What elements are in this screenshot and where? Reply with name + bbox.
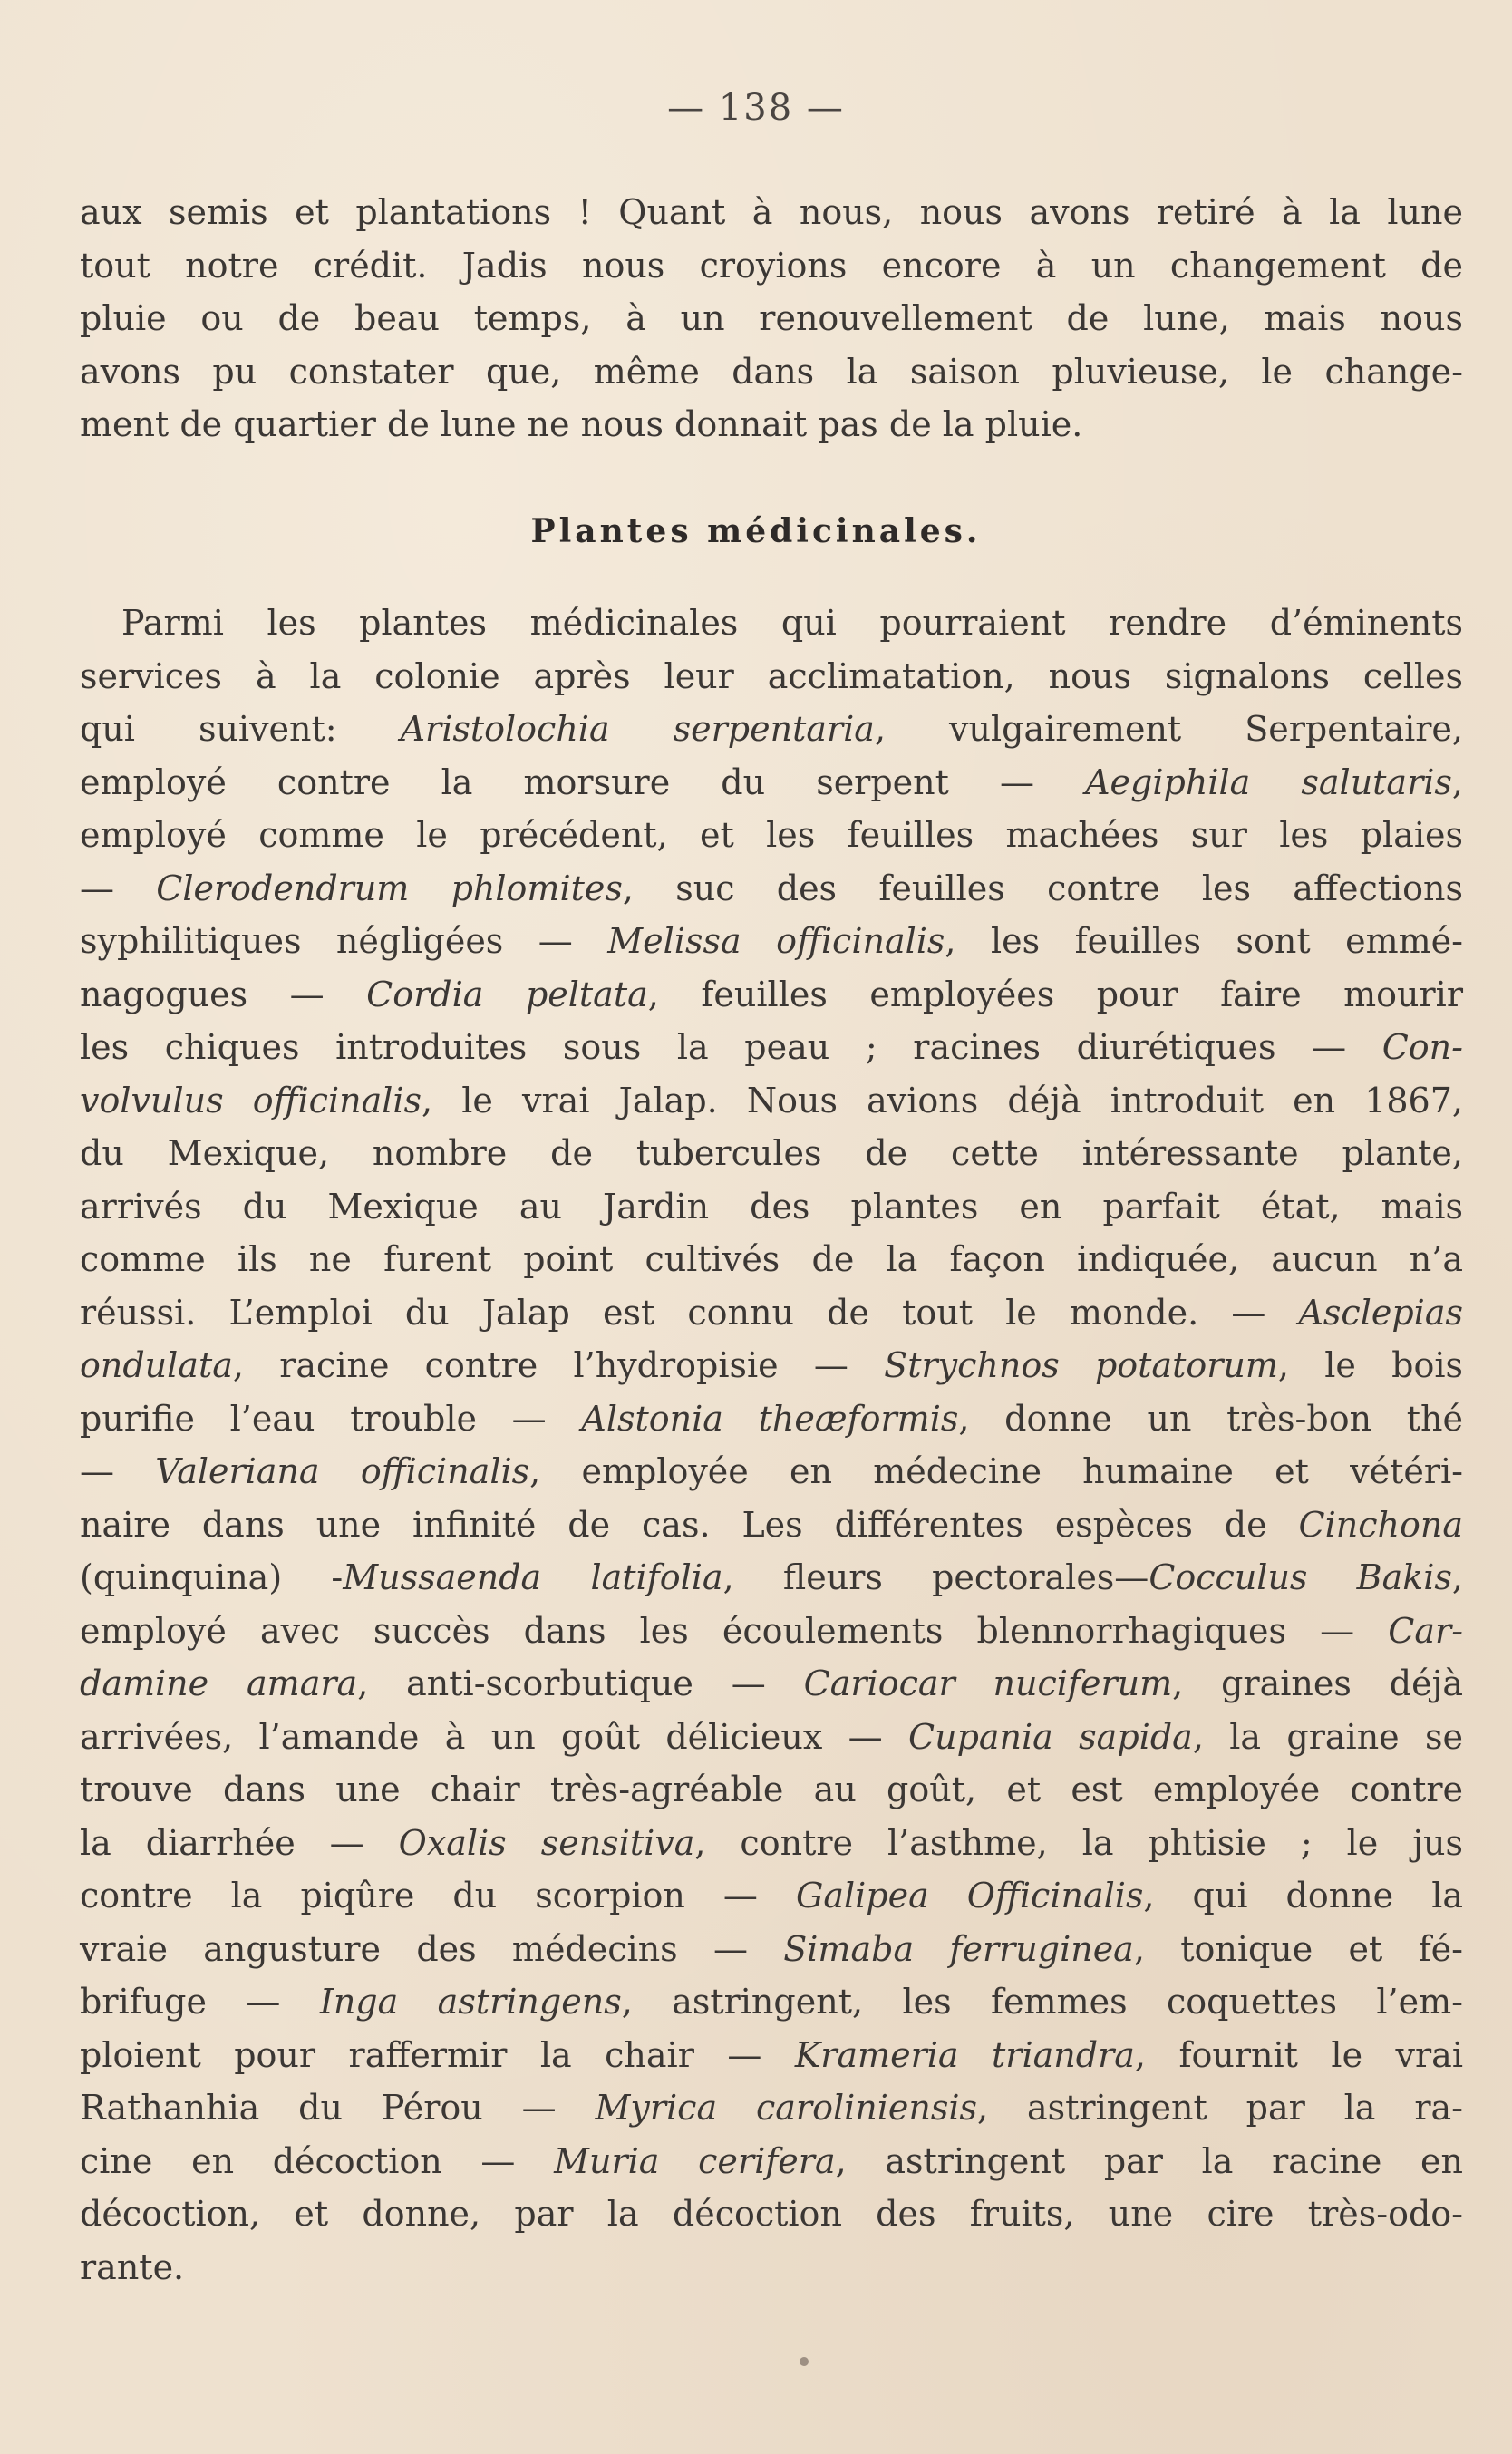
text-segment: , feuilles employées pour faire mourir xyxy=(647,974,1463,1014)
text-line xyxy=(80,2241,1463,2294)
text-segment: décoction, et donne, par la décoction des fruits, une cire très-odo- xyxy=(80,2194,1463,2234)
text-segment: , qui donne la xyxy=(1143,1876,1464,1916)
text-segment: cine en décoction — xyxy=(80,2140,555,2181)
text-segment: — xyxy=(80,1451,156,1491)
species-name: Mussaenda latifolia xyxy=(343,1557,723,1597)
text-line xyxy=(80,915,1463,968)
text-line: aux semis et plantations ! Quant à nous, nous avons retiré à la lune xyxy=(80,192,1463,232)
text-segment: du Mexique, nombre de tubercules de cette intéressante plante, xyxy=(80,1133,1463,1173)
text-line: pluie ou de beau temps, à un renouvellement de lune, mais nous xyxy=(80,298,1463,338)
species-name: Asclepias xyxy=(1298,1292,1463,1333)
text-line xyxy=(80,1286,1463,1340)
species-name: Aristolochia serpentaria xyxy=(400,709,875,749)
text-segment: , les feuilles sont emmé- xyxy=(945,921,1463,961)
text-segment: purifie l’eau trouble — xyxy=(80,1398,582,1439)
species-name: ondulata xyxy=(80,1345,233,1385)
species-name: Muria cerifera xyxy=(554,2140,836,2181)
text-segment: , donne un très-bon thé xyxy=(958,1398,1464,1439)
text-line xyxy=(80,1975,1463,2029)
text-segment: naire dans une infinité de cas. Les différentes espèces de xyxy=(80,1504,1299,1545)
text-line xyxy=(80,1180,1463,1234)
species-name: Simaba ferruginea xyxy=(783,1928,1134,1969)
text-segment: ploient pour raffermir la chair — xyxy=(80,2034,795,2075)
text-line: ment de quartier de lune ne nous donnait pas de la pluie. xyxy=(80,404,1083,444)
text-segment: , la graine se xyxy=(1192,1716,1464,1757)
text-line xyxy=(80,1074,1463,1128)
text-line xyxy=(80,703,1463,756)
text-line xyxy=(80,809,1463,862)
text-line xyxy=(80,1551,1463,1605)
species-name: Cordia peltata xyxy=(366,974,648,1014)
text-line xyxy=(80,1127,1463,1180)
text-segment: , xyxy=(1451,1557,1464,1597)
body-paragraph xyxy=(80,597,1463,2294)
text-segment: réussi. L’emploi du Jalap est connu de tout le monde. — xyxy=(80,1292,1299,1333)
text-segment: employé comme le précédent, et les feuilles machées sur les plaies xyxy=(80,815,1463,855)
text-segment: , xyxy=(1451,761,1463,802)
text-segment: arrivées, l’amande à un goût délicieux — xyxy=(80,1716,909,1757)
text-line xyxy=(80,756,1463,810)
species-name: Con- xyxy=(1381,1027,1463,1067)
text-segment: services à la colonie après leur acclimatation, nous signalons celles xyxy=(80,655,1463,696)
species-name: damine amara xyxy=(80,1663,358,1703)
text-segment: employé avec succès dans les écoulements blennorrhagiques — xyxy=(80,1610,1389,1651)
text-segment: nagogues — xyxy=(80,974,367,1014)
text-line xyxy=(80,2081,1463,2135)
text-segment: arrivés du Mexique au Jardin des plantes en parfait état, mais xyxy=(80,1186,1463,1227)
text-segment: , anti-scorbutique — xyxy=(357,1663,804,1703)
text-segment: , contre l’asthme, la phtisie ; le jus xyxy=(694,1822,1463,1863)
text-segment: trouve dans une chair très-agréable au goût, et est employée contre xyxy=(80,1770,1463,1809)
species-name: volvulus officinalis xyxy=(80,1080,422,1120)
text-segment: vraie angusture des médecins — xyxy=(80,1928,784,1969)
text-line xyxy=(80,2187,1463,2241)
text-line xyxy=(80,1817,1463,1870)
text-segment: qui suivent: xyxy=(80,709,401,749)
page-number: — 138 — xyxy=(667,87,845,129)
text-segment: , fleurs pectorales— xyxy=(722,1557,1149,1597)
text-segment: Rathanhia du Pérou — xyxy=(80,2088,596,2128)
text-line xyxy=(80,1923,1463,1976)
text-segment: , employée en médecine humaine et vétéri- xyxy=(529,1451,1463,1491)
text-line: tout notre crédit. Jadis nous croyions encore à un changement de xyxy=(80,245,1463,286)
text-segment: , astringent par la ra- xyxy=(977,2088,1463,2128)
text-segment: , astringent, les femmes coquettes l’em- xyxy=(621,1982,1463,2022)
text-line xyxy=(80,1869,1463,1923)
text-segment: , le vrai Jalap. Nous avions déjà introduit en 1867, xyxy=(422,1080,1463,1120)
text-line: avons pu constater que, même dans la saison pluvieuse, le change- xyxy=(80,351,1463,392)
text-segment: (quinquina) - xyxy=(80,1557,344,1597)
text-line xyxy=(80,1657,1463,1711)
text-segment: employé contre la morsure du serpent — xyxy=(80,761,1086,802)
text-line xyxy=(80,2135,1463,2188)
species-name: Valeriana officinalis xyxy=(155,1451,530,1491)
text-line xyxy=(80,1339,1463,1392)
text-line xyxy=(80,1499,1463,1552)
text-segment: syphilitiques négligées — xyxy=(80,921,608,961)
text-segment: , le bois xyxy=(1277,1345,1463,1385)
species-name: Krameria triandra xyxy=(794,2034,1135,2075)
species-name: Cocculus Bakis xyxy=(1149,1557,1452,1597)
species-name: Myrica caroliniensis xyxy=(595,2088,978,2128)
text-segment: , racine contre l’hydropisie — xyxy=(232,1345,885,1385)
ink-spot xyxy=(800,2357,809,2366)
text-line xyxy=(80,597,1463,650)
text-segment: , suc des feuilles contre les affections xyxy=(622,868,1463,908)
species-name: Melissa officinalis xyxy=(607,921,945,961)
text-segment: , graines déjà xyxy=(1172,1663,1464,1703)
text-segment: , tonique et fé- xyxy=(1133,1928,1463,1969)
text-line xyxy=(80,862,1463,916)
text-line xyxy=(80,1605,1463,1658)
species-name: Clerodendrum phlomites xyxy=(156,868,623,908)
text-segment: comme ils ne furent point cultivés de la façon indiquée, aucun n’a xyxy=(80,1239,1463,1279)
species-name: Galipea Officinalis xyxy=(795,1876,1144,1916)
species-name: Cariocar nuciferum xyxy=(803,1663,1173,1703)
text-segment: Parmi les plantes médicinales qui pourraient rendre d’éminents xyxy=(121,603,1463,643)
text-segment: la diarrhée — xyxy=(80,1822,399,1863)
section-heading: Plantes médicinales. xyxy=(530,512,982,550)
text-line xyxy=(80,2029,1463,2082)
text-segment: contre la piqûre du scorpion — xyxy=(80,1876,796,1916)
text-line xyxy=(80,1392,1463,1446)
text-segment: , astringent par la racine en xyxy=(835,2140,1463,2181)
text-line xyxy=(80,1711,1463,1764)
text-line xyxy=(80,1763,1463,1817)
text-segment: , vulgairement Serpentaire, xyxy=(874,709,1463,749)
species-name: Cupania sapida xyxy=(908,1716,1193,1757)
species-name: Alstonia theæformis xyxy=(581,1398,959,1439)
text-line xyxy=(80,1233,1463,1286)
species-name: Inga astringens xyxy=(319,1982,622,2022)
text-line xyxy=(80,1021,1463,1074)
text-line xyxy=(80,650,1463,703)
intro-paragraph xyxy=(80,186,1463,451)
text-segment: brifuge — xyxy=(80,1982,320,2022)
text-line xyxy=(80,968,1463,1022)
text-segment: les chiques introduites sous la peau ; racines diurétiques — xyxy=(80,1027,1382,1067)
text-segment: — xyxy=(80,868,157,908)
text-segment: rante. xyxy=(80,2246,185,2287)
species-name: Cinchona xyxy=(1298,1504,1463,1545)
species-name: Car- xyxy=(1388,1610,1463,1651)
species-name: Oxalis sensitiva xyxy=(398,1822,695,1863)
text-line xyxy=(80,1445,1463,1499)
text-segment: , fournit le vrai xyxy=(1134,2034,1463,2075)
species-name: Aegiphila salutaris xyxy=(1085,761,1452,802)
species-name: Strychnos potatorum xyxy=(884,1345,1278,1385)
